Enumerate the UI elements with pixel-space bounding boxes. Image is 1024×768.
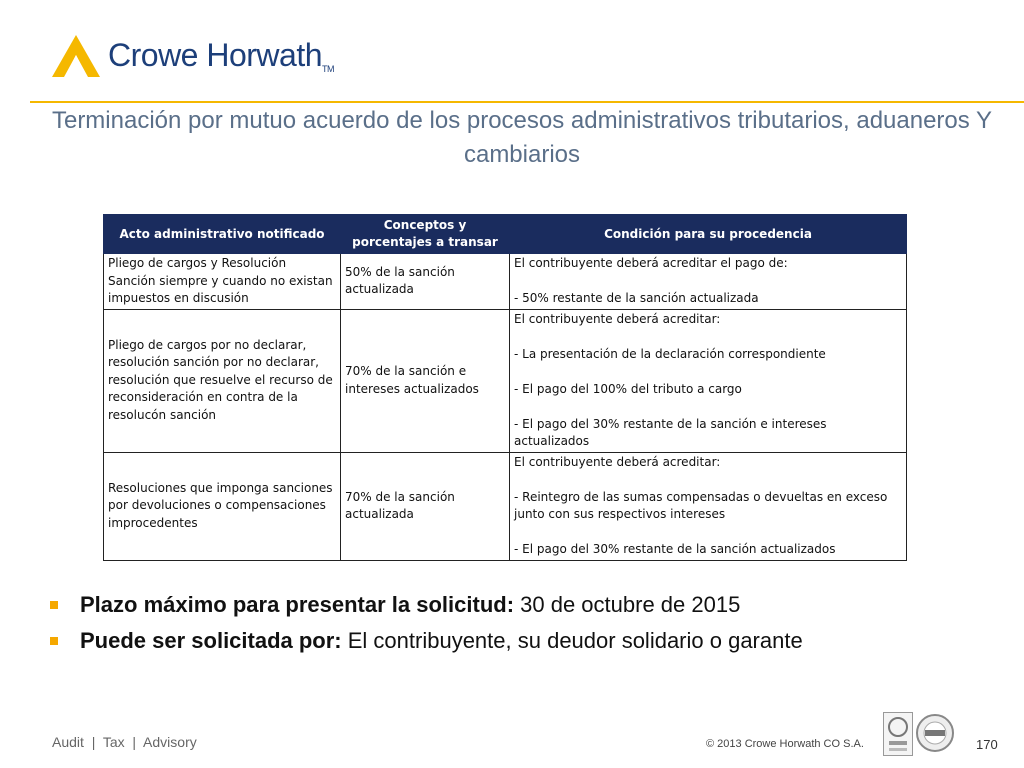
cell-condicion: [510, 309, 907, 452]
bullet-item: [50, 588, 1000, 624]
bullet-item: [50, 624, 1000, 660]
condition-line: - El pago del 30% restante de la sanción e intereses actualizados: [514, 416, 827, 448]
condition-line: El contribuyente deberá acreditar:: [514, 311, 721, 326]
footer-copyright: © 2013 Crowe Horwath CO S.A.: [706, 738, 864, 750]
brand-name: Crowe HorwathTM: [108, 37, 335, 74]
table-header-row: [104, 215, 907, 254]
bullet-list: [50, 588, 1000, 660]
cell-concepto: 70% de la sanción actualizada: [341, 452, 510, 560]
condition-line: - La presentación de la declaración correspondiente: [514, 346, 826, 361]
page-number: 170: [976, 737, 998, 752]
bullet-text: 30 de octubre de 2015: [514, 592, 741, 617]
cell-condicion: [510, 254, 907, 310]
certification-badge-icon: [883, 712, 913, 756]
cell-condicion: [510, 452, 907, 560]
cell-concepto: 70% de la sanción e intereses actualizados: [341, 309, 510, 452]
condition-line: - Reintegro de las sumas compensadas o devueltas en exceso junto con sus respectivos intereses: [514, 489, 888, 521]
footer-services: Audit | Tax | Advisory: [52, 734, 197, 750]
logo-mark-icon: [50, 33, 102, 79]
table-row: [104, 254, 907, 310]
page-title: Terminación por mutuo acuerdo de los procesos administrativos tributarios, aduaneros Y cambiarios: [51, 107, 993, 168]
bullet-label: Puede ser solicitada por:: [80, 628, 342, 653]
bullet-text: El contribuyente, su deudor solidario o garante: [341, 628, 803, 653]
cell-acto: Pliego de cargos por no declarar, resolución sanción por no declarar, resolución que resuelve el recurso de reconsideración en contra de la resolucón sanción: [104, 309, 341, 452]
table-row: [104, 309, 907, 452]
condition-line: - El pago del 100% del tributo a cargo: [514, 381, 742, 396]
procedure-table: [103, 214, 907, 561]
cell-acto: Resoluciones que imponga sanciones por devoluciones o compensaciones improcedentes: [104, 452, 341, 560]
table-row: [104, 452, 907, 560]
condition-line: - 50% restante de la sanción actualizada: [514, 291, 759, 305]
header-concepto: Conceptos y porcentajes a transar: [341, 215, 510, 254]
iqnet-seal-icon: [915, 713, 955, 753]
crowe-horwath-logo: [50, 33, 340, 79]
header-condicion: Condición para su procedencia: [510, 215, 907, 254]
cell-concepto: 50% de la sanción actualizada: [341, 254, 510, 310]
header-divider: [30, 101, 1024, 103]
condition-line: El contribuyente deberá acreditar el pago de:: [514, 256, 788, 270]
bullet-square-icon: [50, 601, 58, 609]
condition-line: El contribuyente deberá acreditar:: [514, 454, 721, 469]
bullet-label: Plazo máximo para presentar la solicitud:: [80, 592, 515, 617]
bullet-square-icon: [50, 637, 58, 645]
cell-acto: Pliego de cargos y Resolución Sanción siempre y cuando no existan impuestos en discusión: [104, 254, 341, 310]
condition-line: - El pago del 30% restante de la sanción actualizados: [514, 542, 836, 556]
header-acto: Acto administrativo notificado: [104, 215, 341, 254]
